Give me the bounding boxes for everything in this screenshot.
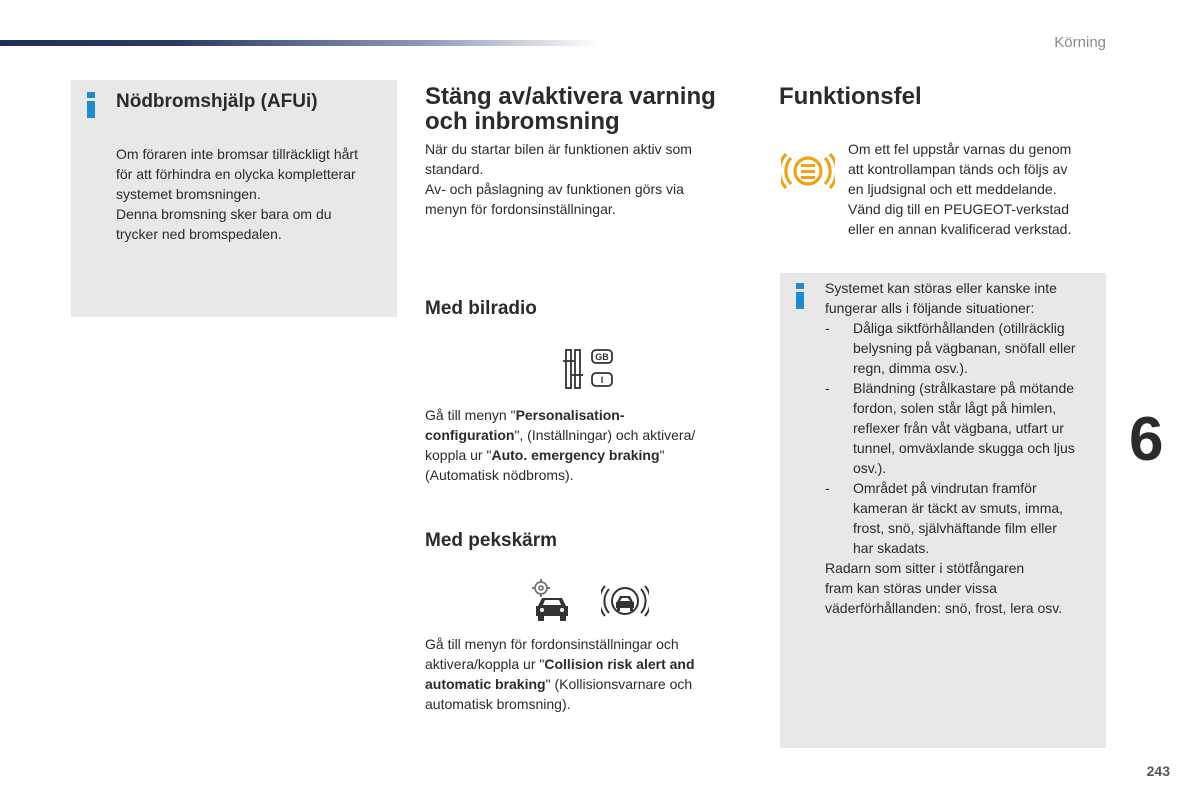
radio-text: Gå till menyn "Personalisation- configuration", (Inställningar) och aktivera/ koppla ur "Auto. emergency braking" (Automatisk nödbroms).	[425, 407, 696, 483]
page-number: 243	[1146, 763, 1170, 779]
middle-intro: När du startar bilen är funktionen aktiv som standard. Av- och påslagning av funktionen görs via menyn för fordonsinställningar.	[425, 141, 692, 217]
chapter-number: 6	[1129, 405, 1164, 474]
info-icon	[796, 283, 804, 309]
brake-warning-lamp-icon	[781, 147, 835, 195]
right-title: Funktionsfel	[779, 83, 922, 110]
right-info-text: Systemet kan störas eller kanske inte fungerar alls i följande situationer: - Dåliga siktförhållanden (otillräcklig belysning på vägbanan, snöfall eller regn, dimma osv.). - Bländning (strålkastare på mötande fordon, solen står lågt på himlen, reflexer från våt vägbana, utfart ur tunnel, omväxlande skugga och ljus osv.). - Området på vindrutan framför kameran är täckt av smuts, imma, frost, snö, självhäftande film eller har skadats. Radarn som sitter i stötfångaren fram kan störas under vissa väderförhållanden: snö, frost, lera osv.	[825, 278, 1105, 618]
radio-heading: Med bilradio	[425, 298, 537, 319]
settings-sliders-icon	[562, 347, 616, 391]
info-icon	[87, 92, 95, 118]
car-settings-icon	[528, 578, 576, 624]
warning-text: Om ett fel uppstår varnas du genom att kontrollampan tänds och följs av en ljudsignal och ett meddelande. Vänd dig till en PEUGEOT-verkstad eller en annan kvalificerad verkstad.	[848, 141, 1072, 237]
list-item: - Området på vindrutan framför kameran är täckt av smuts, imma, frost, snö, självhäftande film eller har skadats.	[825, 480, 1064, 556]
radio-icon-badge-bottom: I	[600, 375, 604, 385]
middle-title: Stäng av/aktivera varning och inbromsning	[425, 83, 716, 135]
radio-icon-badge-top: GB	[595, 352, 609, 362]
left-box-text: Om föraren inte bromsar tillräckligt hårt för att förhindra en olycka kompletterar systemet bromsningen. Denna bromsning sker bara om du trycker ned bromspedalen.	[116, 146, 358, 242]
collision-brake-icon	[601, 578, 649, 624]
section-label: Körning	[1054, 34, 1106, 51]
header-accent-bar	[0, 40, 600, 46]
list-item: - Dåliga siktförhållanden (otillräcklig belysning på vägbanan, snöfall eller regn, dimma osv.).	[825, 320, 1076, 376]
left-box-title: Nödbromshjälp (AFUi)	[116, 91, 318, 112]
list-item: - Bländning (strålkastare på mötande fordon, solen står lågt på himlen, reflexer från våt vägbana, utfart ur tunnel, omväxlande skugga och ljus osv.).	[825, 380, 1075, 476]
touch-text: Gå till menyn för fordonsinställningar och aktivera/koppla ur "Collision risk alert and automatic braking" (Kollisionsvarnare och automatisk bromsning).	[425, 636, 695, 712]
touch-heading: Med pekskärm	[425, 530, 558, 551]
